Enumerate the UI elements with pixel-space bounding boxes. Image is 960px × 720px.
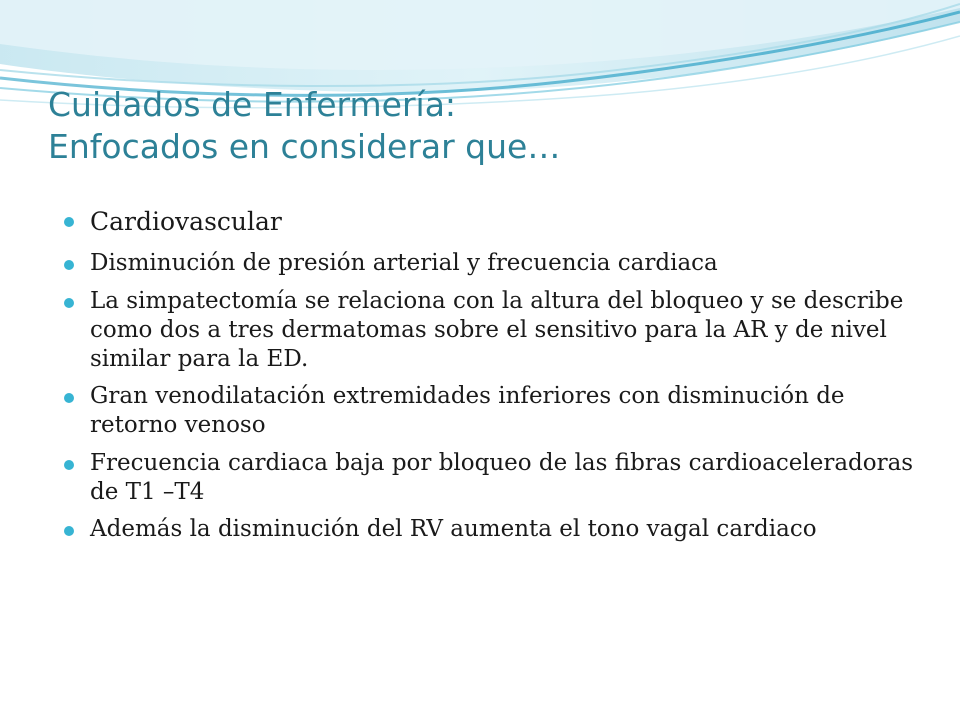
slide-title-line-1: Cuidados de Enfermería: <box>48 85 457 124</box>
slide-title <box>48 84 928 168</box>
bullet-dot-icon <box>64 260 74 270</box>
bullet-text: Gran venodilatación extremidades inferiores con disminución de retorno venoso <box>90 383 845 438</box>
bullet-dot-icon <box>64 217 74 227</box>
bullet-text: Disminución de presión arterial y frecuencia cardiaca <box>90 250 718 277</box>
bullet-item <box>62 449 922 507</box>
bullet-item <box>62 515 922 544</box>
bullet-text: Además la disminución del RV aumenta el tono vagal cardiaco <box>90 516 817 543</box>
bullet-item <box>62 382 922 440</box>
bullet-item <box>62 206 922 237</box>
bullet-dot-icon <box>64 526 74 536</box>
bullet-dot-icon <box>64 460 74 470</box>
bullet-dot-icon <box>64 298 74 308</box>
bullet-text: La simpatectomía se relaciona con la altura del bloqueo y se describe como dos a tres dermatomas sobre el sensitivo para la AR y de nivel similar para la ED. <box>90 288 904 372</box>
bullet-text: Cardiovascular <box>90 207 282 236</box>
bullet-text: Frecuencia cardiaca baja por bloqueo de las fibras cardioaceleradoras de T1 –T4 <box>90 449 914 505</box>
bullet-list <box>62 206 922 553</box>
bullet-item <box>62 249 922 278</box>
bullet-dot-icon <box>64 393 74 403</box>
slide-title-line-2: Enfocados en considerar que… <box>48 126 561 166</box>
bullet-item <box>62 287 922 373</box>
